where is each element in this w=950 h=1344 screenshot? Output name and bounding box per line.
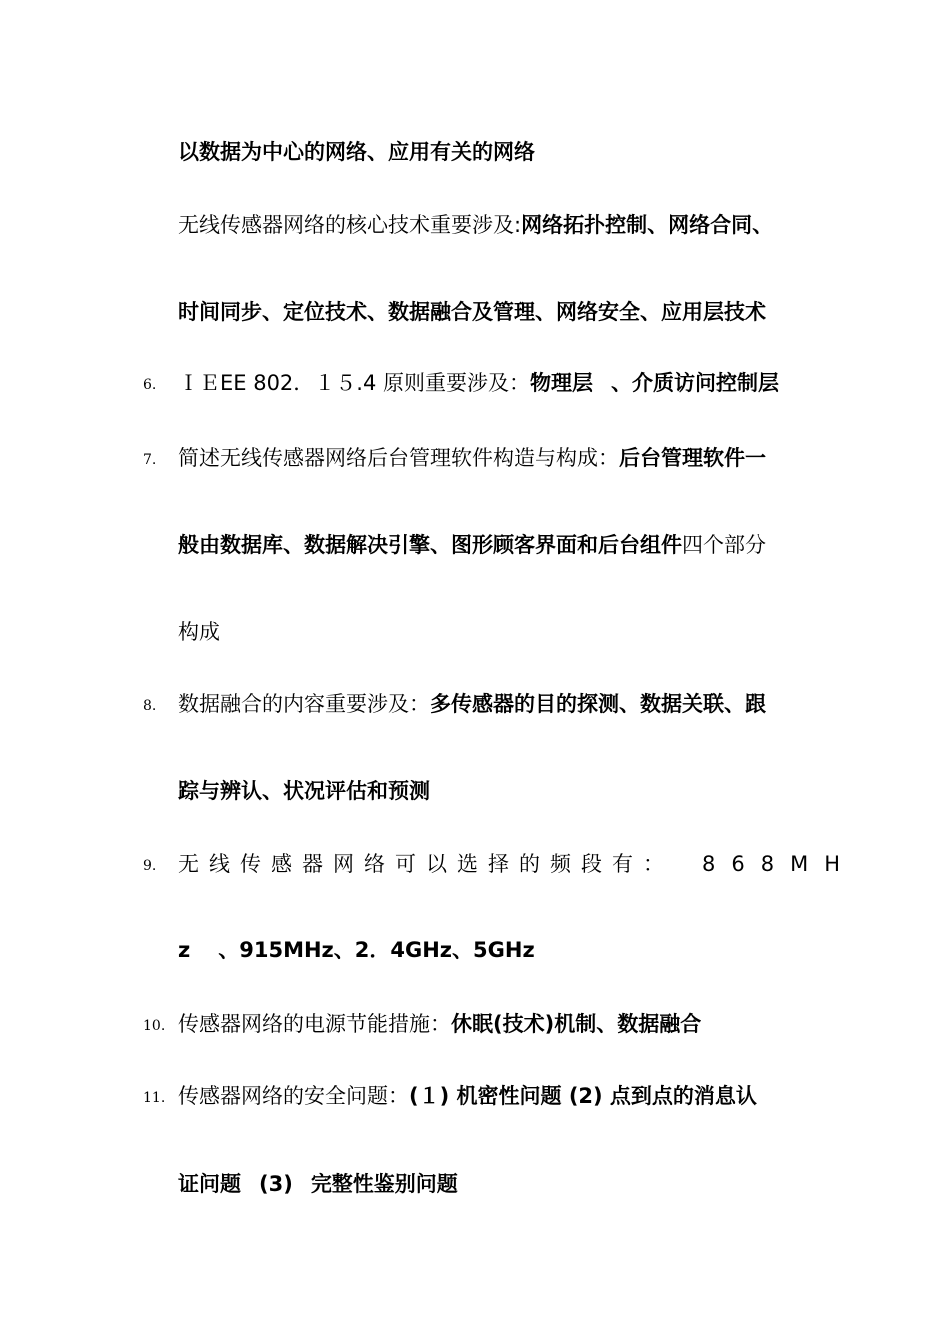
bold-text: 、915MHz、2．4GHz、5GHz [218,938,535,962]
bold-text: 物理层 [530,371,594,395]
bold-text: 多传感器的目的探测、数据关联、跟 [430,692,766,716]
plain-text: 构成 [178,620,220,644]
line-data-centric-network [178,137,535,167]
line-backend-software-end [178,617,220,647]
bold-text: 时间同步、定位技术、数据融合及管理、网络安全、应用层技术 [178,300,766,324]
line-data-fusion [178,689,766,719]
bold-text: (１) 机密性问题 (2) 点到点的消息认 [409,1084,757,1108]
bold-text: 以数据为中心的网络、应用有关的网络 [178,140,535,164]
item-number: 7. [143,452,157,468]
item-number: 9. [143,858,157,874]
plain-text: 传感器网络的安全问题： [178,1084,409,1108]
bold-text: 般由数据库、数据解决引擎、图形顾客界面和后台组件 [178,533,682,557]
bold-text: 、介质访问控制层 [611,371,780,395]
bold-text: 踪与辨认、状况评估和预测 [178,779,430,803]
line-core-tech [178,210,773,240]
plain-text: 无线传感器网络可以选择的频段有： [178,852,674,876]
bold-text: z [178,938,191,962]
plain-text: 无线传感器网络的核心技术重要涉及: [178,213,522,237]
line-security-issues-cont [178,1169,458,1199]
plain-text: 传感器网络的电源节能措施： [178,1012,451,1036]
bold-text: 完整性鉴别问题 [310,1172,458,1196]
bold-text: 休眠(技术)机制、数据融合 [451,1012,702,1036]
bold-text: 后台管理软件一 [619,446,766,470]
bold-text: 证问题 [178,1172,241,1196]
line-frequency-bands [178,849,856,879]
plain-text: 四个部分 [682,533,766,557]
line-power-saving [178,1009,701,1039]
item-number: 11. [143,1090,166,1106]
line-core-tech-cont [178,297,766,327]
plain-text: ＩＥEE 802．１５.4 原则重要涉及： [178,371,531,395]
bold-text: (3) [259,1172,293,1196]
plain-text: 数据融合的内容重要涉及： [178,692,430,716]
frequency-text: 868MH [702,852,856,876]
line-data-fusion-cont [178,776,430,806]
item-number: 8. [143,698,157,714]
line-ieee [178,368,779,398]
item-number: 10. [143,1018,166,1034]
line-frequency-bands-cont [178,935,535,965]
line-backend-software-cont [178,530,766,560]
item-number: 6. [143,377,157,393]
bold-text: 网络拓扑控制、网络合同、 [521,213,774,237]
plain-text: 简述无线传感器网络后台管理软件构造与构成： [178,446,619,470]
line-security-issues [178,1081,757,1111]
line-backend-software [178,443,766,473]
